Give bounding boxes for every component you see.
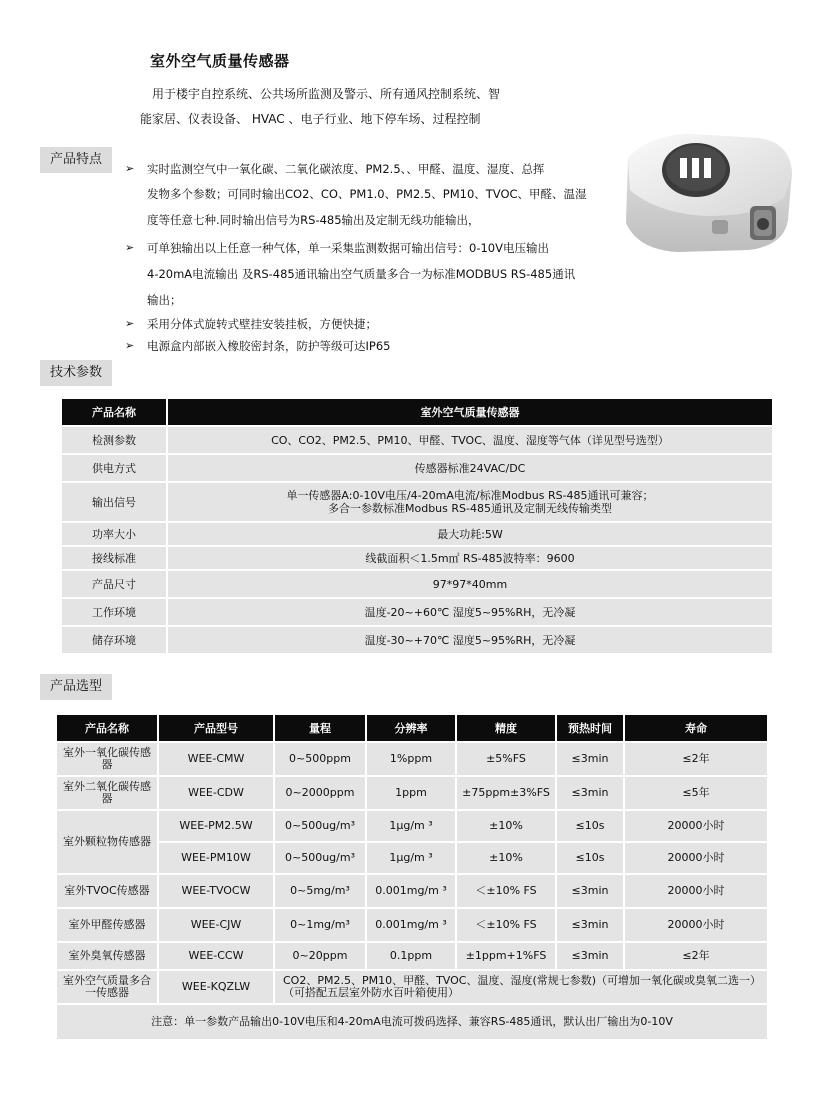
sel-cell: 室外二氧化碳传感器 (57, 777, 157, 809)
feature-4-line-1: 电源盒内部嵌入橡胶密封条，防护等级可达IP65 (147, 339, 391, 353)
sel-header: 寿命 (625, 715, 767, 741)
feature-1-line-1: 实时监测空气中一氧化碳、二氧化碳浓度、PM2.5、、甲醛、温度、湿度、总挥 (147, 162, 545, 176)
spec-row-value: 97*97*40mm (168, 571, 772, 597)
selection-table (55, 713, 769, 1041)
spec-row-value: 温度-20~+60℃ 湿度5~95%RH，无冷凝 (168, 599, 772, 625)
spec-row-value (168, 483, 772, 521)
sel-cell: 室外颗粒物传感器 (57, 811, 157, 873)
sel-cell: WEE-CCW (159, 943, 273, 969)
feature-2-line-2: 4-20mA电流输出 及RS-485通讯输出空气质量多合一为标准MODBUS RS-485通讯 (147, 267, 576, 281)
sel-cell: ≤3min (557, 875, 623, 907)
sel-cell: ≤2年 (625, 743, 767, 775)
spec-row-key: 供电方式 (62, 455, 166, 481)
sel-cell: 0~2000ppm (275, 777, 365, 809)
section-features-label: 产品特点 (40, 147, 112, 173)
spec-row-key: 储存环境 (62, 627, 166, 653)
section-selection-label: 产品选型 (40, 674, 112, 700)
sel-cell: ＜±10% FS (457, 909, 555, 941)
sel-cell: 0.1ppm (367, 943, 455, 969)
sensor-device-image (608, 128, 798, 258)
feature-2-line-1: 可单独输出以上任意一种气体，单一采集监测数据可输出信号：0-10V电压输出 (147, 241, 549, 255)
sel-cell: 0~500ug/m³ (275, 843, 365, 873)
bullet-icon: ➢ (125, 241, 135, 254)
sel-cell: 20000小时 (625, 843, 767, 873)
sel-cell: WEE-CDW (159, 777, 273, 809)
sel-cell: 1μg/m ³ (367, 811, 455, 841)
sel-cell: 室外空气质量多合一传感器 (57, 971, 157, 1003)
spec-header-name: 产品名称 (62, 399, 166, 425)
sel-cell: 0~20ppm (275, 943, 365, 969)
intro-line-2: 能家居、仪表设备、 HVAC 、电子行业、地下停车场、过程控制 (140, 112, 481, 126)
sel-cell: 室外一氧化碳传感器 (57, 743, 157, 775)
page-title: 室外空气质量传感器 (150, 52, 290, 70)
sel-cell: WEE-CJW (159, 909, 273, 941)
sel-cell: 0.001mg/m ³ (367, 875, 455, 907)
sel-header: 预热时间 (557, 715, 623, 741)
section-specs-label: 技术参数 (40, 360, 112, 386)
sel-cell: ±5%FS (457, 743, 555, 775)
sel-cell: 20000小时 (625, 875, 767, 907)
sel-cell: 室外TVOC传感器 (57, 875, 157, 907)
bullet-icon: ➢ (125, 339, 135, 352)
feature-1-line-3: 度等任意七种.同时输出信号为RS-485输出及定制无线功能输出， (147, 213, 480, 227)
sel-cell: 20000小时 (625, 909, 767, 941)
sel-header: 精度 (457, 715, 555, 741)
spec-row-key: 输出信号 (62, 483, 166, 521)
spec-row-value: CO、CO2、PM2.5、PM10、甲醛、TVOC、温度、湿度等气体（详见型号选型） (168, 427, 772, 453)
sel-cell: 0~500ug/m³ (275, 811, 365, 841)
table-row (57, 875, 767, 907)
multi-desc-line-1: CO2、PM2.5、PM10、甲醛、TVOC、温度、湿度(常规七参数)（可增加一氧化碳或臭氧二选一） (283, 974, 762, 987)
sel-cell: ≤3min (557, 943, 623, 969)
sel-cell: ≤10s (557, 843, 623, 873)
sel-cell-multi-desc (275, 971, 767, 1003)
sel-cell: ±10% (457, 811, 555, 841)
sel-header: 产品型号 (159, 715, 273, 741)
sel-cell: WEE-KQZLW (159, 971, 273, 1003)
table-row (57, 943, 767, 969)
spec-row-key: 检测参数 (62, 427, 166, 453)
sel-cell: 1%ppm (367, 743, 455, 775)
spec-row-key: 接线标准 (62, 547, 166, 569)
spec-row-key: 工作环境 (62, 599, 166, 625)
table-row (57, 777, 767, 809)
intro-line-1: 用于楼宇自控系统、公共场所监测及警示、所有通风控制系统、智 (152, 87, 501, 101)
sel-cell: 0~500ppm (275, 743, 365, 775)
table-row (57, 811, 767, 841)
sel-cell: ≤5年 (625, 777, 767, 809)
sel-cell: 0~5mg/m³ (275, 875, 365, 907)
sel-cell: ≤3min (557, 777, 623, 809)
sel-cell: ±75ppm±3%FS (457, 777, 555, 809)
sel-cell: ±1ppm+1%FS (457, 943, 555, 969)
sel-cell: WEE-CMW (159, 743, 273, 775)
bullet-icon: ➢ (125, 162, 135, 175)
sel-header: 量程 (275, 715, 365, 741)
sel-cell: ≤2年 (625, 943, 767, 969)
selection-note: 注意：单一参数产品输出0-10V电压和4-20mA电流可拨码选择、兼容RS-485通讯，默认出厂输出为0-10V (57, 1005, 767, 1039)
table-row (57, 971, 767, 1003)
sel-cell: 20000小时 (625, 811, 767, 841)
spec-row-key: 产品尺寸 (62, 571, 166, 597)
sel-cell: 0~1mg/m³ (275, 909, 365, 941)
multi-desc-line-2: （可搭配五层室外防水百叶箱使用） (283, 986, 459, 999)
feature-1-line-2: 发物多个参数；可同时输出CO2、CO、PM1.0、PM2.5、PM10、TVOC、甲醛、温湿 (147, 187, 587, 201)
sel-cell: 室外臭氧传感器 (57, 943, 157, 969)
spec-row-value: 最大功耗:5W (168, 523, 772, 545)
sel-header: 产品名称 (57, 715, 157, 741)
spec-output-line-2: 多合一参数标准Modbus RS-485通讯及定制无线传输类型 (328, 502, 612, 515)
bullet-icon: ➢ (125, 317, 135, 330)
spec-row-key: 功率大小 (62, 523, 166, 545)
feature-3-line-1: 采用分体式旋转式壁挂安装挂板，方便快捷； (147, 317, 377, 331)
spec-header-value: 室外空气质量传感器 (168, 399, 772, 425)
table-row (57, 909, 767, 941)
spec-table (60, 397, 774, 655)
table-row (57, 1005, 767, 1039)
feature-2-line-3: 输出； (147, 293, 182, 307)
table-row (57, 743, 767, 775)
sel-cell: 0.001mg/m ³ (367, 909, 455, 941)
sel-cell: 1ppm (367, 777, 455, 809)
sel-cell: ≤3min (557, 743, 623, 775)
sel-cell: WEE-TVOCW (159, 875, 273, 907)
spec-row-value: 传感器标准24VAC/DC (168, 455, 772, 481)
sel-cell: 室外甲醛传感器 (57, 909, 157, 941)
sel-cell: ≤10s (557, 811, 623, 841)
sel-cell: WEE-PM10W (159, 843, 273, 873)
sel-cell: ±10% (457, 843, 555, 873)
sel-cell: ＜±10% FS (457, 875, 555, 907)
sel-cell: 1μg/m ³ (367, 843, 455, 873)
sel-cell: ≤3min (557, 909, 623, 941)
sel-cell: WEE-PM2.5W (159, 811, 273, 841)
table-row (57, 843, 767, 873)
spec-output-line-1: 单一传感器A:0-10V电压/4-20mA电流/标准Modbus RS-485通讯可兼容； (286, 489, 654, 502)
spec-row-value: 温度-30~+70℃ 湿度5~95%RH，无冷凝 (168, 627, 772, 653)
sel-header: 分辨率 (367, 715, 455, 741)
spec-row-value: 线截面积＜1.5m㎡ RS-485波特率：9600 (168, 547, 772, 569)
